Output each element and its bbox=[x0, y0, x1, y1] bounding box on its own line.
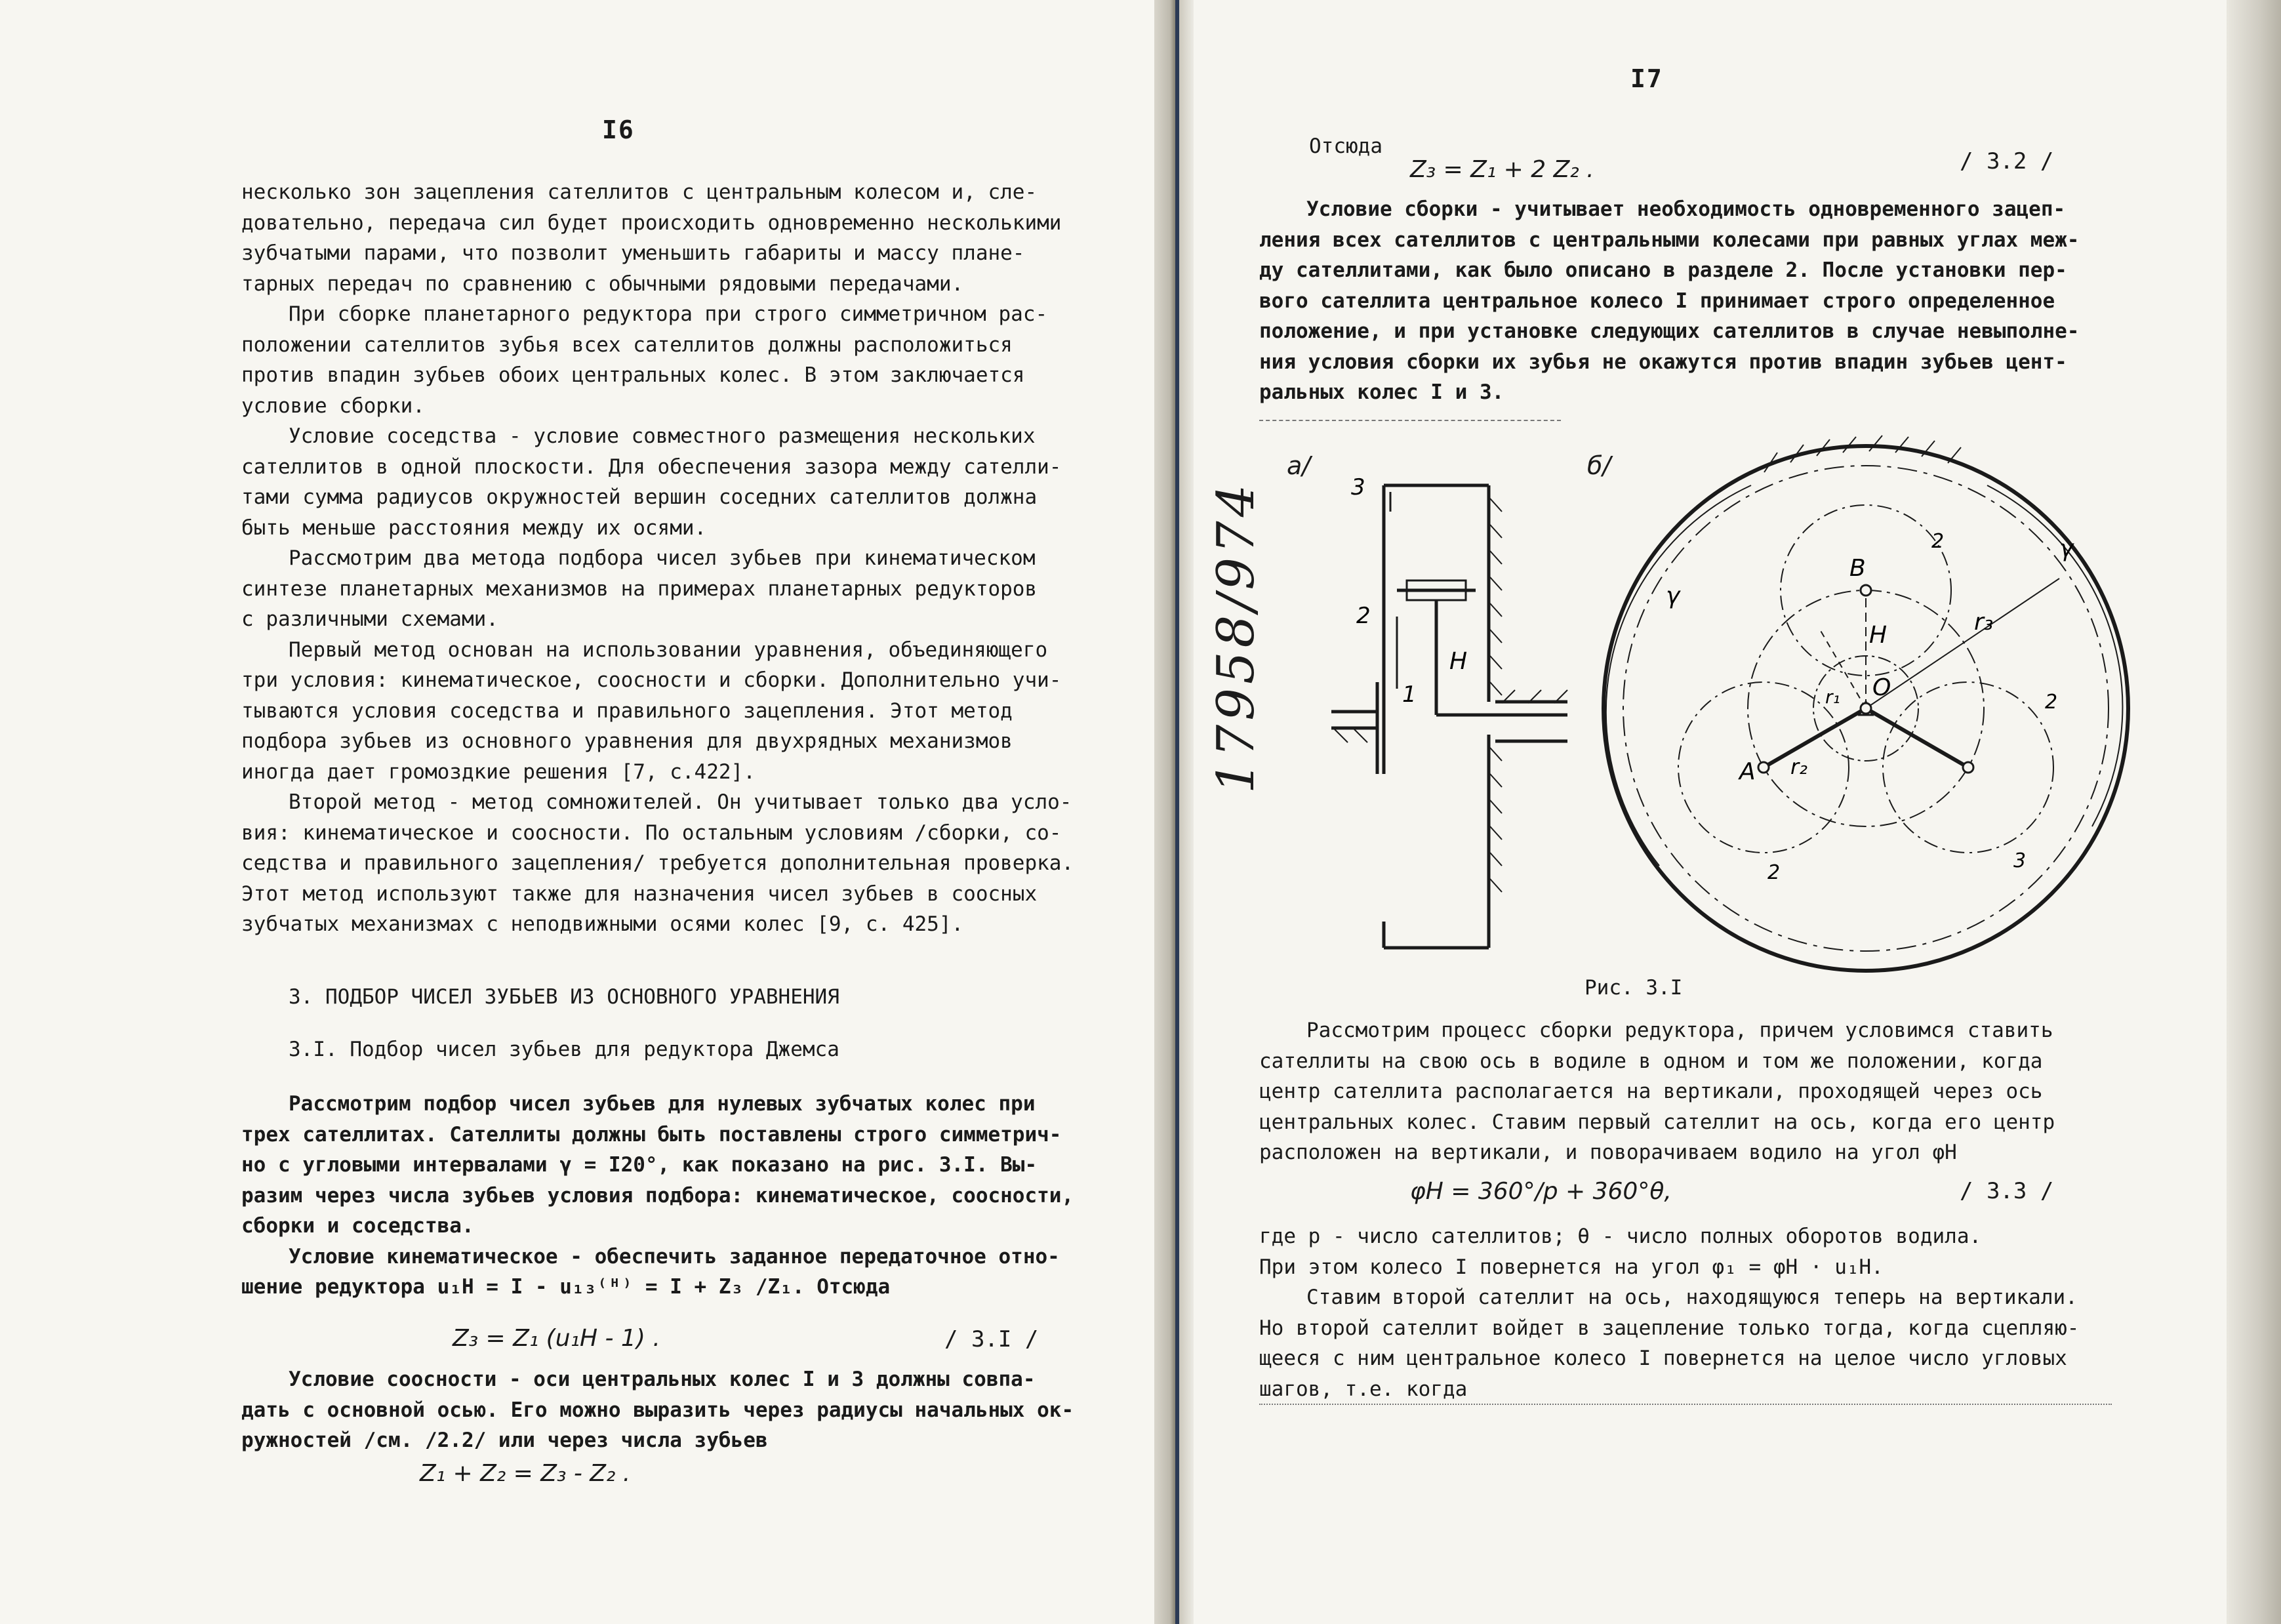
text-line: с различными схемами. bbox=[241, 607, 498, 631]
equation-number-3-3: / 3.3 / bbox=[1960, 1178, 2054, 1204]
text-line: центральных колес. Ставим первый сателлит на ось, когда его центр bbox=[1259, 1110, 2055, 1134]
figure-label-a: а/ bbox=[1287, 451, 1311, 480]
right-text-block-3 bbox=[1259, 1221, 2079, 1404]
scheme-label-3: 3 bbox=[1351, 474, 1365, 500]
text-line: трех сателлитах. Сателлиты должны быть поставлены строго симметрич- bbox=[241, 1122, 1062, 1147]
text-line: Условие соседства - условие совместного размещения нескольких bbox=[289, 424, 1036, 448]
right-page-edge bbox=[2227, 0, 2281, 1624]
text-line: При этом колесо I повернется на угол φ₁ = φH · u₁H. bbox=[1259, 1255, 1884, 1279]
angle-gamma-left: γ bbox=[1666, 582, 1680, 609]
text-line: дать с основной осью. Его можно выразить через радиусы начальных ок- bbox=[241, 1398, 1074, 1422]
text-line: ральных колес I и 3. bbox=[1259, 380, 1504, 404]
equation-number-3-1: / 3.I / bbox=[944, 1326, 1039, 1352]
text-line: щееся с ним центральное колесо I повернется на целое число угловых bbox=[1259, 1347, 2067, 1370]
ring-3-label: 3 bbox=[2013, 849, 2027, 872]
left-text-block-2 bbox=[241, 1089, 1074, 1303]
equation-number-3-2: / 3.2 / bbox=[1960, 148, 2054, 174]
planetary-gear-diagram bbox=[1594, 433, 2138, 977]
figure-caption: Рис. 3.I bbox=[1585, 976, 1683, 1000]
figure-label-b: б/ bbox=[1587, 451, 1611, 480]
text-line: сателлиты на свою ось в водиле в одном и том же положении, когда bbox=[1259, 1049, 2043, 1073]
formula-3-2: Z₃ = Z₁ + 2 Z₂ . bbox=[1410, 156, 1594, 183]
text-line: Рассмотрим подбор чисел зубьев для нулевых зубчатых колес при bbox=[289, 1092, 1036, 1116]
radius-r1-label: r₁ bbox=[1825, 686, 1840, 708]
text-line: Первый метод основан на использовании уравнения, объединяющего bbox=[289, 638, 1048, 662]
text-line: ду сателлитами, как было описано в разделе 2. После установки пер- bbox=[1259, 258, 2067, 282]
section-heading: 3. ПОДБОР ЧИСЕЛ ЗУБЬЕВ ИЗ ОСНОВНОГО УРАВНЕНИЯ bbox=[289, 985, 839, 1009]
radius-r3-label: r₃ bbox=[1974, 609, 1994, 636]
center-o-label: O bbox=[1872, 674, 1891, 701]
text-line: Условие сборки - учитывает необходимость одновременного зацеп- bbox=[1306, 197, 2066, 221]
scheme-label-h: H bbox=[1449, 648, 1468, 675]
text-line: сборки и соседства. bbox=[241, 1214, 474, 1238]
satellite-2-label-right: 2 bbox=[2045, 691, 2058, 714]
kinematic-scheme-diagram bbox=[1305, 459, 1581, 971]
book-spine bbox=[1154, 0, 1194, 1624]
text-line: центр сателлита располагается на вертикали, проходящей через ось bbox=[1259, 1080, 2043, 1103]
text-line: сателлитов в одной плоскости. Для обеспечения зазора между сателли- bbox=[241, 455, 1062, 479]
text-line: но с угловыми интервалами γ = I20°, как показано на рис. 3.I. Вы- bbox=[241, 1153, 1038, 1177]
text-line: шение редуктора u₁H = I - u₁₃⁽ᴴ⁾ = I + Z₃ /Z₁. Отсюда bbox=[241, 1275, 891, 1299]
spine-tape bbox=[1175, 0, 1179, 1624]
carrier-h-label: H bbox=[1869, 622, 1887, 649]
text-line: Второй метод - метод сомножителей. Он учитывает только два усло- bbox=[289, 790, 1072, 814]
divider-line bbox=[1259, 420, 1561, 421]
left-text-block-3 bbox=[241, 1364, 1074, 1456]
page-number-right: I7 bbox=[1630, 64, 1663, 93]
text-line: зубчатыми парами, что позволит уменьшить габариты и массу плане- bbox=[241, 241, 1025, 265]
text-line: против впадин зубьев обоих центральных колес. В этом заключается bbox=[241, 363, 1025, 387]
text-line: быть меньше расстояния между их осями. bbox=[241, 516, 707, 540]
text-line: Условие кинематическое - обеспечить заданное передаточное отно- bbox=[289, 1244, 1060, 1269]
text-line: условие сборки. bbox=[241, 394, 425, 418]
right-text-block-1 bbox=[1259, 194, 2079, 408]
text-line: синтезе планетарных механизмов на примерах планетарных редукторов bbox=[241, 577, 1038, 601]
angle-gamma-right: γ bbox=[2059, 535, 2074, 562]
text-line: Ставим второй сателлит на ось, находящуюся теперь на вертикали. bbox=[1306, 1286, 2078, 1309]
text-line: При сборке планетарного редуктора при строго симметричном рас- bbox=[289, 302, 1048, 326]
formula-3-3: φH = 360°/p + 360°θ, bbox=[1410, 1178, 1672, 1205]
otsyuda-word: Отсюда bbox=[1309, 134, 1383, 158]
text-line: ружностей /см. /2.2/ или через числа зубьев bbox=[241, 1429, 768, 1452]
text-line: подбора зубьев из основного уравнения для двухрядных механизмов bbox=[241, 729, 1013, 753]
text-line: довательно, передача сил будет происходить одновременно несколькими bbox=[241, 211, 1062, 235]
text-line: шагов, т.е. когда bbox=[1259, 1377, 1468, 1401]
formula-coaxiality: Z₁ + Z₂ = Z₃ - Z₂ . bbox=[420, 1460, 631, 1487]
formula-3-1: Z₃ = Z₁ (u₁H - 1) . bbox=[453, 1325, 660, 1352]
text-line: три условия: кинематическое, соосности и сборки. Дополнительно учи- bbox=[241, 668, 1062, 692]
text-line: зубчатых механизмах с неподвижными осями колес [9, с. 425]. bbox=[241, 912, 964, 936]
left-text-block-1 bbox=[241, 177, 1074, 940]
point-b-label: B bbox=[1849, 555, 1866, 582]
page-number-left: I6 bbox=[602, 115, 635, 144]
satellite-2-label-top: 2 bbox=[1931, 530, 1945, 553]
scheme-label-2: 2 bbox=[1356, 603, 1371, 629]
text-line: Но второй сателлит войдет в зацепление только тогда, когда сцепляю- bbox=[1259, 1316, 2080, 1340]
text-line: положении сателлитов зубья всех сателлитов должны расположиться bbox=[241, 333, 1013, 357]
text-line: где p - число сателлитов; θ - число полных оборотов водила. bbox=[1259, 1225, 1982, 1248]
right-text-block-2 bbox=[1259, 1015, 2055, 1168]
text-line: тами сумма радиусов окружностей вершин соседних сателлитов должна bbox=[241, 485, 1038, 509]
handwritten-code: 17958/974 bbox=[1207, 480, 1266, 794]
text-line: положение, и при установке следующих сателлитов в случае невыполне- bbox=[1259, 319, 2080, 343]
text-line: несколько зон зацепления сателлитов с центральным колесом и, сле- bbox=[241, 180, 1038, 204]
text-line: иногда дает громоздкие решения [7, с.422]. bbox=[241, 760, 756, 784]
text-line: расположен на вертикали, и поворачиваем водило на угол φH bbox=[1259, 1141, 1957, 1164]
subsection-heading: 3.I. Подбор чисел зубьев для редуктора Джемса bbox=[289, 1038, 839, 1061]
text-line: вия: кинематическое и соосности. По остальным условиям /сборки, со- bbox=[241, 821, 1062, 845]
satellite-2-label-bottom: 2 bbox=[1767, 861, 1781, 884]
text-line: тарных передач по сравнению с обычными рядовыми передачами. bbox=[241, 272, 964, 296]
radius-r2-label: r₂ bbox=[1790, 754, 1807, 779]
text-line: седства и правильного зацепления/ требуется дополнительная проверка. bbox=[241, 851, 1074, 875]
scheme-label-1: 1 bbox=[1402, 681, 1417, 708]
text-line: ния условия сборки их зубья не окажутся против впадин зубьев цент- bbox=[1259, 350, 2067, 374]
point-a-label: A bbox=[1739, 758, 1756, 785]
text-line: Рассмотрим два метода подбора чисел зубьев при кинематическом bbox=[289, 546, 1036, 570]
text-line: вого сателлита центральное колесо I принимает строго определенное bbox=[1259, 289, 2055, 313]
text-line: Этот метод используют также для назначения чисел зубьев в соосных bbox=[241, 882, 1038, 906]
text-line: Рассмотрим процесс сборки редуктора, причем условимся ставить bbox=[1306, 1019, 2053, 1042]
bottom-divider bbox=[1259, 1404, 2112, 1405]
text-line: тываются условия соседства и правильного зацепления. Этот метод bbox=[241, 699, 1013, 723]
text-line: ления всех сателлитов с центральными колесами при равных углах меж- bbox=[1259, 228, 2080, 252]
text-line: Условие соосности - оси центральных колес I и 3 должны совпа- bbox=[289, 1368, 1036, 1391]
text-line: разим через числа зубьев условия подбора: кинематическое, соосности, bbox=[241, 1183, 1074, 1208]
